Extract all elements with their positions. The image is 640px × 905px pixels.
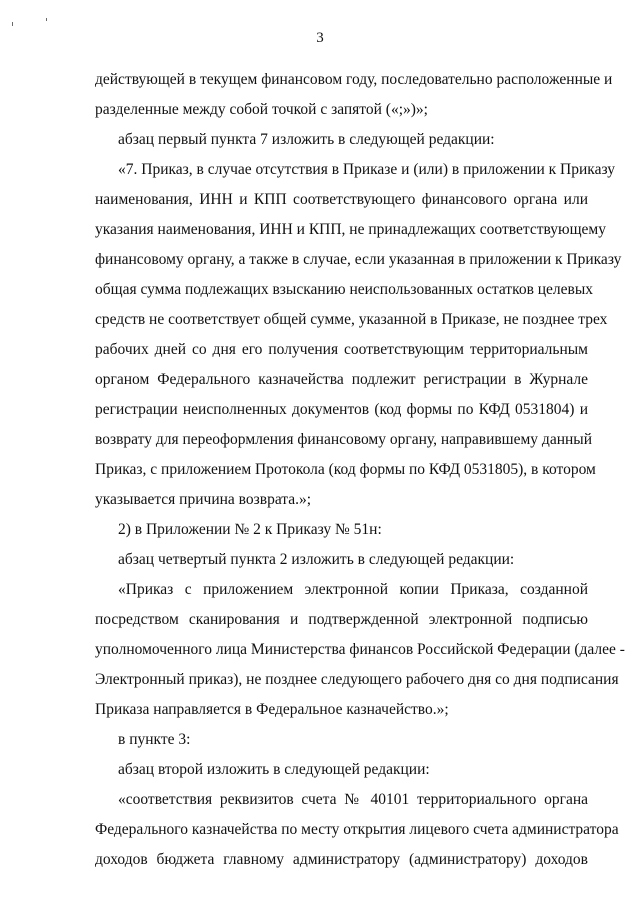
paragraph-line: средств не соответствует общей сумме, указанной в Приказе, не позднее трех [95, 311, 608, 328]
paragraph-line: наименования, ИНН и КПП соответствующего финансового органа или [95, 191, 588, 208]
paragraph-line: указывается причина возврата.»; [95, 491, 312, 508]
paragraph-line: абзац первый пункта 7 изложить в следующей редакции: [118, 131, 495, 148]
paragraph-line: финансовому органу, а также в случае, если указанная в приложении к Приказу [95, 251, 622, 268]
paragraph-line: разделенные между собой точкой с запятой («;»)»; [95, 101, 428, 118]
paragraph-line: «7. Приказ, в случае отсутствия в Приказе и (или) в приложении к Приказу [118, 161, 616, 178]
page-number: 3 [316, 30, 324, 46]
scan-mark [12, 22, 13, 26]
paragraph-line: посредством сканирования и подтвержденной электронной подписью [95, 611, 588, 628]
paragraph-line: Приказ, с приложением Протокола (код формы по КФД 0531805), в котором [95, 461, 596, 478]
paragraph-line: абзац второй изложить в следующей редакции: [118, 761, 430, 778]
paragraph-line: «Приказ с приложением электронной копии Приказа, созданной [118, 581, 588, 598]
paragraph-line: Приказа направляется в Федеральное казначейство.»; [95, 701, 449, 718]
paragraph-line: указания наименования, ИНН и КПП, не принадлежащих соответствующему [95, 221, 606, 238]
paragraph-line: «соответствия реквизитов счета № 40101 территориального органа [118, 791, 588, 808]
paragraph-line: регистрации неисполненных документов (код формы по КФД 0531804) и [95, 401, 588, 418]
paragraph-line: органом Федерального казначейства подлежит регистрации в Журнале [95, 371, 588, 388]
paragraph-line: абзац четвертый пункта 2 изложить в следующей редакции: [118, 551, 515, 568]
paragraph-line: Электронный приказ), не позднее следующего рабочего дня со дня подписания [95, 671, 619, 688]
paragraph-line: в пункте 3: [118, 731, 191, 748]
paragraph-line: возврату для переоформления финансовому органу, направившему данный [95, 431, 592, 448]
paragraph-line: Федерального казначейства по месту открытия лицевого счета администратора [95, 821, 619, 838]
scan-mark [46, 18, 47, 21]
paragraph-line: доходов бюджета главному администратору (администратору) доходов [95, 851, 588, 868]
paragraph-line: уполномоченного лица Министерства финансов Российской Федерации (далее - [95, 641, 625, 658]
paragraph-line: рабочих дней со дня его получения соответствующим территориальным [95, 341, 588, 358]
paragraph-line: действующей в текущем финансовом году, последовательно расположенные и [95, 71, 613, 88]
paragraph-line: общая сумма подлежащих взысканию неиспользованных остатков целевых [95, 281, 594, 298]
paragraph-line: 2) в Приложении № 2 к Приказу № 51н: [118, 521, 382, 538]
